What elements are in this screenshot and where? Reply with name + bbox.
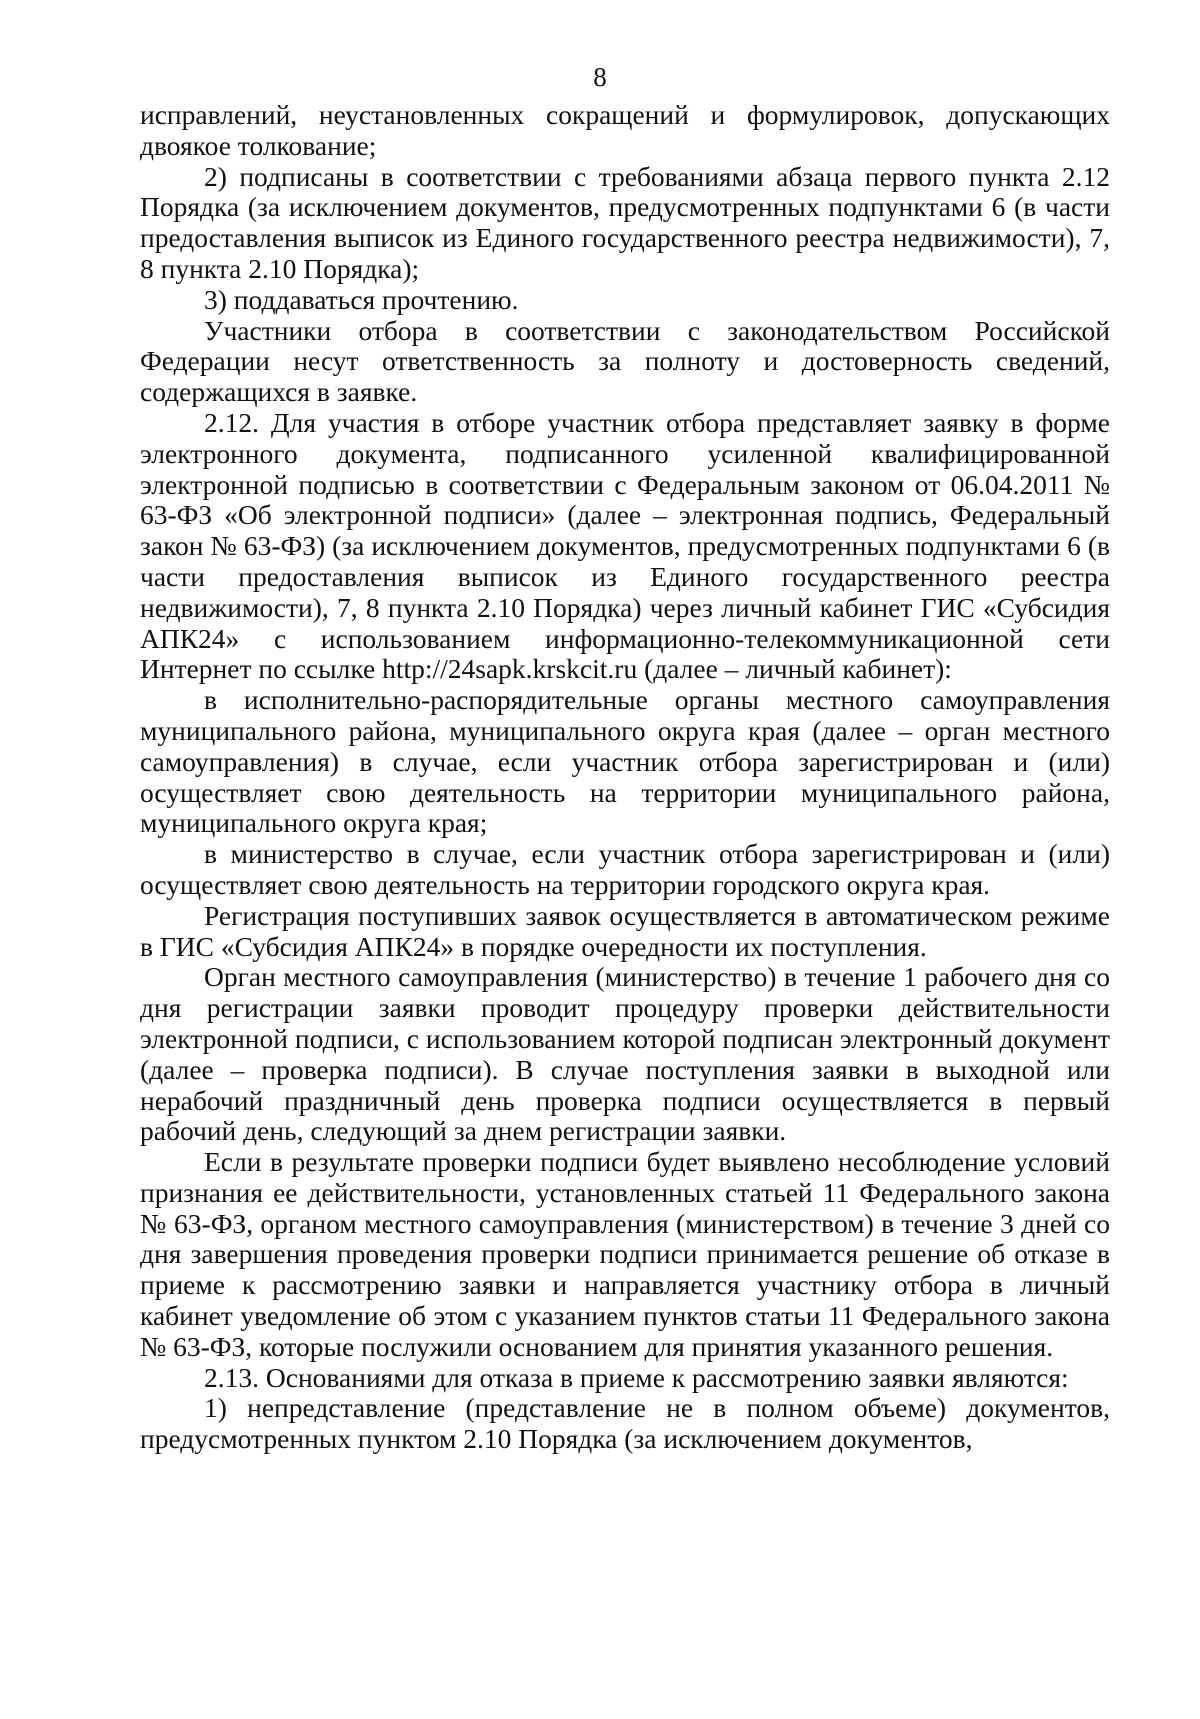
paragraph-refusal-item-1: 1) непредставление (представление не в полном объеме) документов, предусмотренных пунктом 2.10 Порядка (за исключением документов, bbox=[140, 1392, 1110, 1455]
paragraph-local-government: в исполнительно-распорядительные органы местного самоуправления муниципального района, муниципального округа края (далее – орган местного самоуправления) в случае, если участник отбора зарегистрирован и (или) осуществляет свою деятельность на территории муниципального района, муниципального округа края; bbox=[140, 684, 1110, 839]
paragraph-clause-2-12: 2.12. Для участия в отборе участник отбора представляет заявку в форме электронного документа, подписанного усиленной квалифицированной электронной подписью в соответствии с Федеральным законом от 06.04.2011 № 63-ФЗ «Об электронной подписи» (далее – электронная подпись, Федеральный закон № 63-ФЗ) (за исключением документов, предусмотренных подпунктами 6 (в части предоставления выписок из Единого государственного реестра недвижимости), 7, 8 пункта 2.10 Порядка) через личный кабинет ГИС «Субсидия АПК24» с использованием информационно-телекоммуникационной сети Интернет по ссылке http://24sapk.krskcit.ru (далее – личный кабинет): bbox=[140, 406, 1110, 685]
paragraph-registration: Регистрация поступивших заявок осуществляется в автоматическом режиме в ГИС «Субсидия АПК24» в порядке очередности их поступления. bbox=[140, 899, 1110, 962]
paragraph-ministry: в министерство в случае, если участник отбора зарегистрирован и (или) осуществляет свою деятельность на территории городского округа края. bbox=[140, 838, 1110, 900]
paragraph-item-2: 2) подписаны в соответствии с требованиями абзаца первого пункта 2.12 Порядка (за исключением документов, предусмотренных подпунктами 6 (в части предоставления выписок из Единого государственного реестра недвижимости), 7, 8 пункта 2.10 Порядка); bbox=[140, 160, 1110, 284]
paragraph-item-3: 3) поддаваться прочтению. bbox=[204, 283, 519, 315]
paragraph-continuation: исправлений, неустановленных сокращений и формулировок, допускающих двоякое толкование; bbox=[140, 99, 1110, 161]
paragraph-signature-check: Орган местного самоуправления (министерство) в течение 1 рабочего дня со дня регистрации заявки проводит процедуру проверки действительности электронной подписи, с использованием которой подписан электронный документ (далее – проверка подписи). В случае поступления заявки в выходной или нерабочий праздничный день проверка подписи осуществляется в первый рабочий день, следующий за днем регистрации заявки. bbox=[140, 961, 1110, 1147]
document-body bbox=[140, 100, 1110, 1455]
paragraph-participants-responsibility: Участники отбора в соответствии с законодательством Российской Федерации несут ответственность за полноту и достоверность сведений, содержащихся в заявке. bbox=[140, 314, 1110, 408]
paragraph-signature-failure: Если в результате проверки подписи будет выявлено несоблюдение условий признания ее действительности, установленных статьей 11 Федерального закона № 63-ФЗ, органом местного самоуправления (министерством) в течение 3 дней со дня завершения проведения проверки подписи принимается решение об отказе в приеме к рассмотрению заявки и направляется участнику отбора в личный кабинет уведомление об этом с указанием пунктов статьи 11 Федерального закона № 63-ФЗ, которые послужили основанием для принятия указанного решения. bbox=[140, 1146, 1110, 1362]
page-number: 8 bbox=[593, 62, 607, 92]
paragraph-clause-2-13: 2.13. Основаниями для отказа в приеме к рассмотрению заявки являются: bbox=[204, 1361, 1069, 1393]
